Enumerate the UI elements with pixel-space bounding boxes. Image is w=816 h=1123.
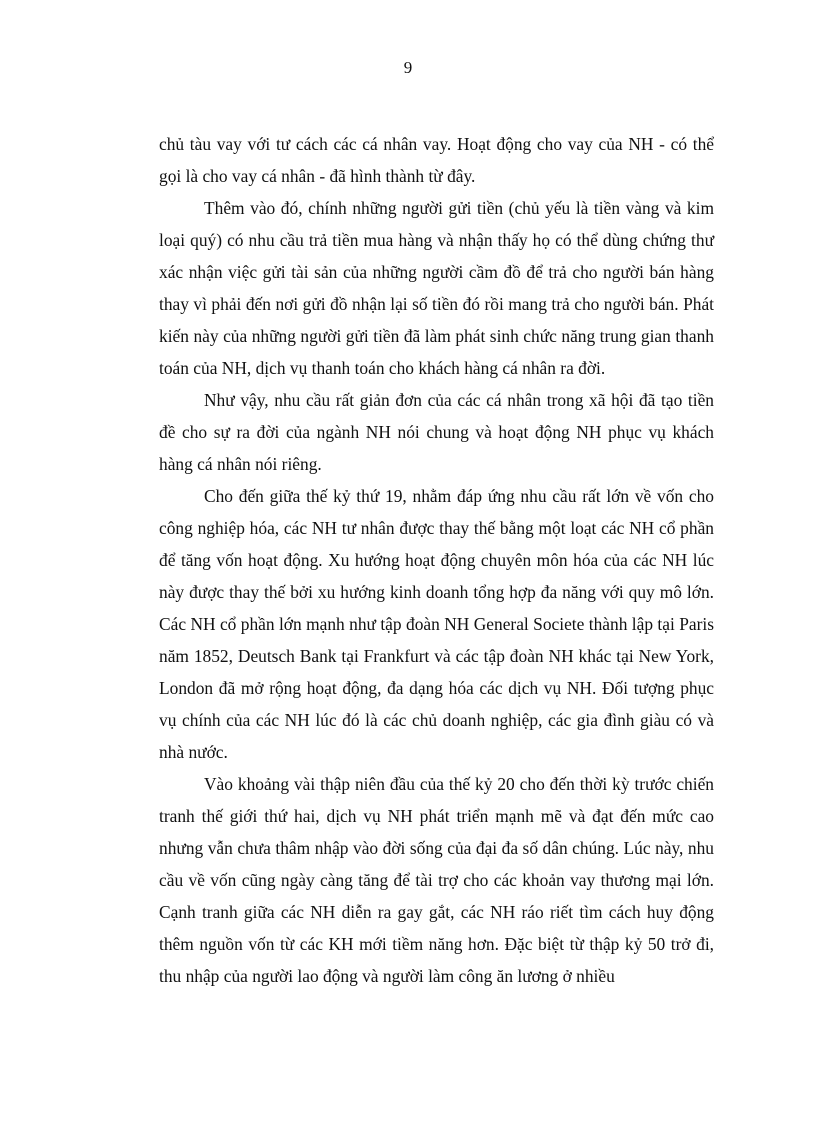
paragraph-1: chủ tàu vay với tư cách các cá nhân vay. Hoạt động cho vay của NH - có thể gọi là cho vay cá nhân - đã hình thành từ đây.	[159, 134, 714, 186]
paragraph-4: Cho đến giữa thế kỷ thứ 19, nhằm đáp ứng nhu cầu rất lớn về vốn cho công nghiệp hóa, các NH tư nhân được thay thế bằng một loạt các NH cổ phần để tăng vốn hoạt động. Xu hướng hoạt động chuyên môn hóa của các NH lúc này được thay thế bởi xu hướng kinh doanh tổng hợp đa năng với quy mô lớn. Các NH cổ phần lớn mạnh như tập đoàn NH General Societe thành lập tại Paris năm 1852, Deutsch Bank tại Frankfurt và các tập đoàn NH khác tại New York, London đã mở rộng hoạt động, đa dạng hóa các dịch vụ NH. Đối tượng phục vụ chính của các NH lúc đó là các chủ doanh nghiệp, các gia đình giàu có và nhà nước.	[159, 486, 714, 762]
body-text	[159, 128, 714, 992]
paragraph-3: Như vậy, nhu cầu rất giản đơn của các cá nhân trong xã hội đã tạo tiền đề cho sự ra đời của ngành NH nói chung và hoạt động NH phục vụ khách hàng cá nhân nói riêng.	[159, 390, 714, 474]
paragraph-2: Thêm vào đó, chính những người gửi tiền (chủ yếu là tiền vàng và kim loại quý) có nhu cầu trả tiền mua hàng và nhận thấy họ có thể dùng chứng thư xác nhận việc gửi tài sản của những người cầm đồ để trả cho người bán hàng thay vì phải đến nơi gửi đồ nhận lại số tiền đó rồi mang trả cho người bán. Phát kiến này của những người gửi tiền đã làm phát sinh chức năng trung gian thanh toán của NH, dịch vụ thanh toán cho khách hàng cá nhân ra đời.	[159, 198, 714, 378]
paragraph-5: Vào khoảng vài thập niên đầu của thế kỷ 20 cho đến thời kỳ trước chiến tranh thế giới thứ hai, dịch vụ NH phát triển mạnh mẽ và đạt đến mức cao nhưng vẫn chưa thâm nhập vào đời sống của đại đa số dân chúng. Lúc này, nhu cầu về vốn cũng ngày càng tăng để tài trợ cho các khoản vay thương mại lớn. Cạnh tranh giữa các NH diễn ra gay gắt, các NH ráo riết tìm cách huy động thêm nguồn vốn từ các KH mới tiềm năng hơn. Đặc biệt từ thập kỷ 50 trở đi, thu nhập của người lao động và người làm công ăn lương ở nhiều	[159, 774, 714, 986]
page-number: 9	[403, 58, 413, 77]
